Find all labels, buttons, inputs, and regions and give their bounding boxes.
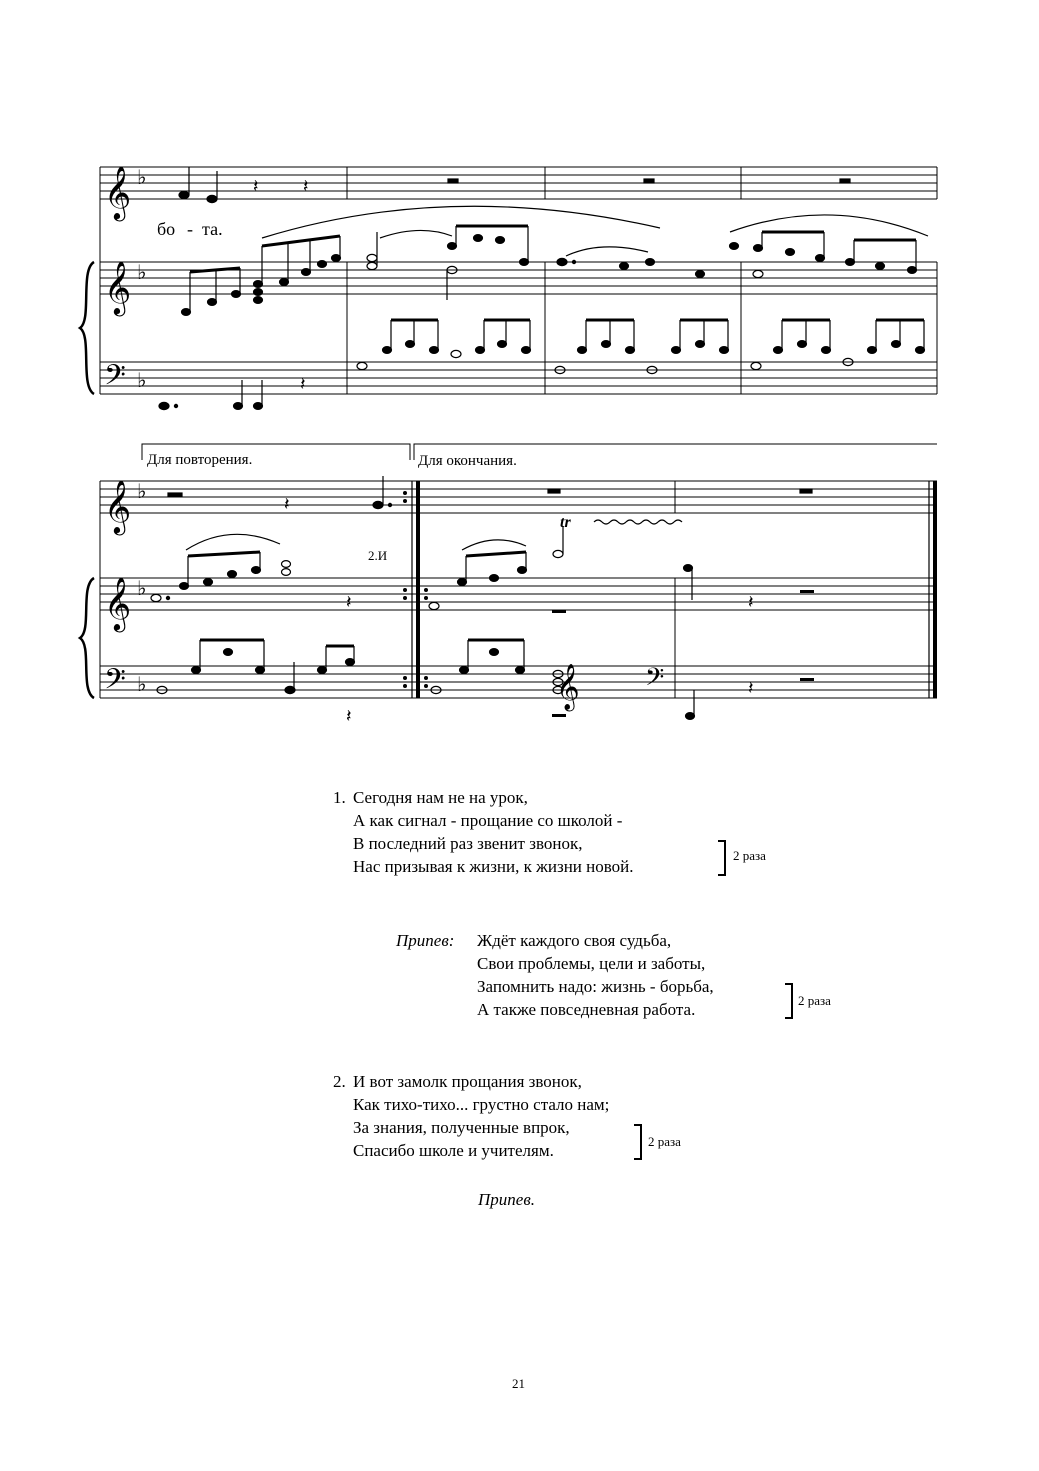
- bass-staff-1: [100, 362, 937, 394]
- svg-text:𝄽: 𝄽: [346, 592, 352, 613]
- slurs-1: [262, 206, 928, 256]
- repeat-count: 2 раза: [733, 848, 766, 863]
- repeat-dots: [403, 491, 428, 688]
- svg-text:♭: ♭: [137, 576, 147, 600]
- treble-staff-1: [100, 262, 937, 294]
- svg-text:𝄽: 𝄽: [748, 592, 754, 613]
- svg-text:♭: ♭: [137, 672, 147, 696]
- slurs-2: [186, 520, 682, 550]
- svg-text:♭: ♭: [137, 368, 147, 392]
- svg-text:𝄞: 𝄞: [104, 165, 132, 219]
- svg-text:𝄽: 𝄽: [284, 494, 290, 515]
- verse-line: А также повседневная работа.: [477, 1000, 696, 1019]
- verse-line: В последний раз звенит звонок,: [353, 834, 583, 853]
- svg-text:𝄢: 𝄢: [104, 359, 126, 399]
- verse-line: Спасибо школе и учителям.: [353, 1141, 554, 1160]
- page-number: 21: [512, 1376, 525, 1391]
- lyric-syllable-2: та.: [202, 219, 223, 239]
- system-barlines: [80, 167, 937, 698]
- clefs: [104, 165, 664, 712]
- svg-text:𝄞: 𝄞: [104, 479, 132, 533]
- svg-text:♭: ♭: [137, 260, 147, 284]
- svg-text:𝄢: 𝄢: [104, 663, 126, 703]
- verse-marker: 2.И: [368, 548, 388, 563]
- verse-line: За знания, полученные впрок,: [353, 1118, 570, 1137]
- volta-repeat-label: Для повторения.: [147, 452, 253, 468]
- repeat-bracket: [634, 1124, 642, 1160]
- volta-ending-label: Для окончания.: [418, 453, 517, 469]
- verse-line: А как сигнал - прощание со школой -: [353, 811, 623, 830]
- verse-line: Нас призывая к жизни, к жизни новой.: [353, 857, 634, 876]
- svg-text:𝄞: 𝄞: [104, 260, 132, 314]
- svg-text:𝄽: 𝄽: [253, 176, 259, 197]
- svg-text:♭: ♭: [137, 479, 147, 503]
- repeat-bracket: [718, 840, 726, 876]
- refrain-reference: Припев.: [478, 1190, 535, 1209]
- svg-text:𝄽: 𝄽: [346, 706, 352, 727]
- verse-line: Ждёт каждого своя судьба,: [477, 931, 672, 950]
- trill-mark: tr: [560, 514, 571, 531]
- voice-staff-2: [100, 481, 937, 513]
- key-signatures: [137, 165, 146, 696]
- volta-brackets: [142, 444, 937, 460]
- svg-text:𝄽: 𝄽: [300, 374, 306, 395]
- svg-text:𝄞: 𝄞: [556, 664, 580, 710]
- repeat-count: 2 раза: [648, 1134, 681, 1149]
- refrain-label: Припев:: [396, 931, 455, 950]
- svg-text:𝄞: 𝄞: [104, 576, 132, 630]
- system1-notes: [159, 167, 925, 410]
- repeat-bracket: [785, 983, 793, 1019]
- verse-line: Сегодня нам не на урок,: [353, 788, 528, 807]
- verse-line: И вот замолк прощания звонок,: [353, 1072, 582, 1091]
- repeat-count: 2 раза: [798, 993, 831, 1008]
- svg-text:𝄽: 𝄽: [748, 678, 754, 699]
- lyric-hyphen: -: [187, 219, 193, 239]
- svg-text:♭: ♭: [137, 165, 147, 189]
- staff-lines: [100, 167, 937, 698]
- verse-line: Запомнить надо: жизнь - борьба,: [477, 977, 714, 996]
- treble-staff-2: [100, 578, 937, 610]
- verse-line: Как тихо-тихо... грустно стало нам;: [353, 1095, 610, 1114]
- lyric-syllable-1: бо: [157, 219, 176, 239]
- voice-staff-1: [100, 167, 937, 199]
- verse-number: 1.: [333, 788, 346, 807]
- svg-text:𝄽: 𝄽: [303, 176, 309, 197]
- verse-number: 2.: [333, 1072, 346, 1091]
- verse-line: Свои проблемы, цели и заботы,: [477, 954, 706, 973]
- svg-text:𝄢: 𝄢: [645, 663, 665, 698]
